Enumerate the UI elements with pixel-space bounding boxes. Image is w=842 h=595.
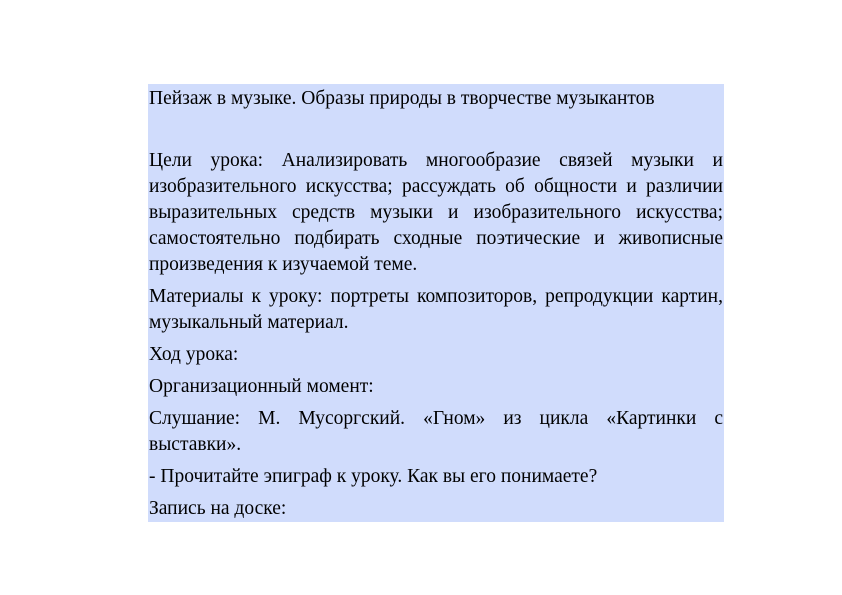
document-text-block — [148, 84, 724, 522]
lesson-flow-heading: Ход урока: — [149, 344, 239, 365]
listening-paragraph: Слушание: М. Мусоргский. «Гном» из цикла «Картинки с выставки». — [149, 408, 723, 455]
board-note-paragraph: Запись на доске: — [149, 498, 287, 519]
lesson-materials-paragraph: Материалы к уроку: портреты композиторов, репродукции картин, музыкальный материал. — [149, 286, 723, 333]
epigraph-question-paragraph: - Прочитайте эпиграф к уроку. Как вы его понимаете? — [149, 466, 598, 487]
document-title: Пейзаж в музыке. Образы природы в творчестве музыкантов — [149, 88, 655, 109]
lesson-goals-paragraph: Цели урока: Анализировать многообразие связей музыки и изобразительного искусства; рассуждать об общности и различии выразительных средств музыки и изобразительного искусства; самостоятельно подбирать сходные поэтические и живописные произведения к изучаемой теме. — [149, 150, 723, 275]
org-moment-paragraph: Организационный момент: — [149, 376, 374, 397]
